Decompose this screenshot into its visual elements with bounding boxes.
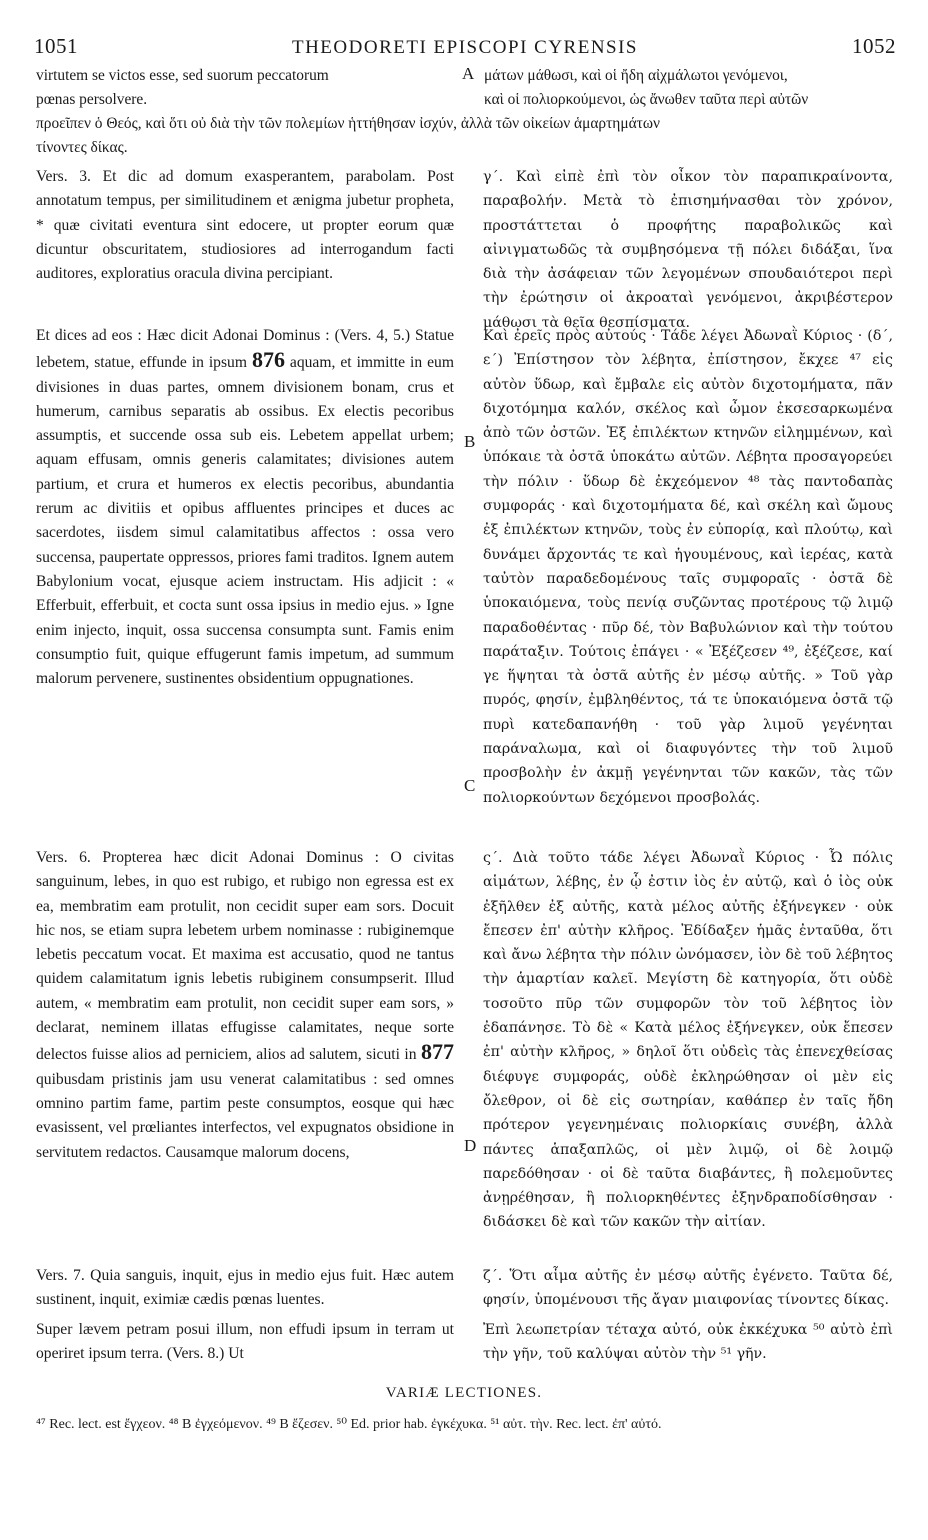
latin-verse-8: Super lævem petram posui illum, non effudi ipsum in terram ut operiret ipsum terra. (Vers. 8.) Ut bbox=[36, 1321, 454, 1363]
margin-marker-d: D bbox=[464, 1136, 477, 1155]
running-header bbox=[34, 34, 896, 60]
page-number-left: 1051 bbox=[34, 34, 78, 58]
latin-verse-6-text: Vers. 6. Propterea hæc dicit Adonai Dominus : O civitas sanguinum, lebes, in quo est rubigo, et rubigo non egressa est ex ea, membratim eam protulit, non cecidit super eam sors. Docuit hic nos, se etiam supra lebetem urbem nominasse : rubiginemque lebetis peccatum vocat. Et maxima est accusatio, quod ne tantus quidem calamitatum ignis lebetis rubiginem consumpserit. Illud autem, « membratim eam protulit, non cecidit super eam sors, » declarat, neminem illatas effugisse calamitates, neque sorte delectos fuisse alios ad perniciem, alios ad salutem, sicuti in bbox=[36, 849, 454, 1064]
variae-lectiones-title: VARIÆ LECTIONES. bbox=[385, 1385, 543, 1401]
latin-line-2: pœnas persolvere. bbox=[36, 91, 148, 108]
greek-line-1: μάτων μάθωσι, καὶ οἱ ἤδη αἰχμάλωτοι γενόμενοι, bbox=[484, 67, 788, 84]
margin-marker-b: B bbox=[464, 432, 476, 451]
latin-verse-4-text: Et dices ad eos : Hæc dicit Adonai Dominus : (Vers. 4, 5.) Statue lebetem, statue, effunde in ipsum bbox=[36, 327, 454, 372]
greek-span-line-4: τίνοντες δίκας. bbox=[36, 139, 128, 156]
variae-lectiones-notes: ⁴⁷ Rec. lect. est ἔγχεον. ⁴⁸ B ἐγχεόμενον. ⁴⁹ B ἔζεσεν. ⁵⁰ Ed. prior hab. ἐγκέχυκα. ⁵¹ αὐτ. τὴν. Rec. lect. ἐπ' αὐτό. bbox=[36, 1417, 662, 1432]
greek-line-2: καὶ οἱ πολιορκούμενοι, ὡς ἄνωθεν ταῦτα περὶ αὐτῶν bbox=[484, 91, 809, 108]
greek-verse-4: Καὶ ἐρεῖς πρὸς αὐτούς · Τάδε λέγει Ἀδωναῒ Κύριος · (δ΄, ε΄) Ἐπίστησον τὸν λέβητα, ἐπίστησον, ἔκχεε ⁴⁷ εἰς αὐτὸν ὕδωρ, καὶ ἔμβαλε εἰς αὐτὸν διχοτομήματα, πᾶν διχοτόμημα καλόν, σκέλος καὶ ὦμον ἐκσεσαρκωμένα ἀπὸ τῶν ὀστῶν. Ἐξ ἐπιλέκτων κτηνῶν εἰλημμένων, καὶ ὑπόκαιε τὰ ὀστᾶ ὑποκάτω αὐτῶν. Λέβητα προσαγορεύει τὴν πόλιν · ὕδωρ δὲ ἐκχεόμενον ⁴⁸ τὰς παντοδαπὰς συμφοράς · καὶ διχοτομήματα δέ, καὶ σκέλη καὶ ὤμους ἐξ ἐπιλέκτων κτηνῶν, τοὺς ἐν εὐπορίᾳ, καὶ πλούτῳ, καὶ δυνάμει ἄρχοντάς τε καὶ ἡγουμένους, καὶ ἱερέας, κατὰ ταὐτὸν παραδεδομένους ταῖς συμφοραῖς · ὀστᾶ δὲ ὑποκαιόμενα, τοὺς πενίᾳ συζῶντας προτέρους τῷ λιμῷ παραδοθέντας · πῦρ δέ, τὸν Βαβυλώνιον καὶ τὴν τούτου παράταξιν. Τούτοις ἐπάγει · « Ἐξέζεσεν ⁴⁹, ἐξέζεσε, καί γε ἥψηται τὰ ὀστᾶ αὐτῆς ἐν μέσῳ αὐτῆς. » Τοῦ γὰρ πυρός, φησίν, ἐμβληθέντος, τά τε ὑποκαιόμενα ὀστᾶ τῷ πυρὶ κατεδαπανήθη · τοῦ γὰρ λιμοῦ γεγένηται παράναλωμα, καὶ οἱ διαφυγόντες τὴν τοῦ λιμοῦ προσβολὴν ἐν ἀκμῇ γεγένηνται τῶν κακῶν, τὰς τῶν πολιορκούντων δεχόμενοι προσβολάς. bbox=[483, 328, 893, 806]
column-number-876: 876 bbox=[251, 347, 285, 373]
greek-span-line-3: προεῖπεν ὁ Θεός, καὶ ὅτι οὐ διὰ τὴν τῶν πολεμίων ἡττήθησαν ἰσχύν, ἀλλὰ τῶν οἰκείων ἁμαρτημάτων bbox=[36, 115, 660, 132]
latin-verse-4 bbox=[36, 324, 454, 691]
latin-verse-6-continued: quibusdam pristinis jam usu venerat calamitatibus : sed omnes omnino partim fame, partim peste consumptos, eosque qui hæc evasissent, vel prœliantes interfectos, vel expugnatos obsidione in servitutem redactos. Causamque malorum docens, bbox=[36, 1070, 454, 1161]
margin-marker-c: C bbox=[464, 776, 476, 795]
latin-verse-6 bbox=[36, 846, 454, 1165]
latin-line-1: virtutem se victos esse, sed suorum peccatorum bbox=[36, 67, 329, 84]
column-number-877: 877 bbox=[421, 1039, 454, 1065]
greek-verse-7: ζ΄. Ὅτι αἷμα αὐτῆς ἐν μέσῳ αὐτῆς ἐγένετο. Ταῦτα δέ, φησίν, ὑπομένουσι τῆς ἄγαν μιαιφονίας τίνοντες δίκας. bbox=[483, 1268, 893, 1309]
page-number-right: 1052 bbox=[852, 34, 896, 58]
greek-verse-6: ς΄. Διὰ τοῦτο τάδε λέγει Ἀδωναῒ Κύριος · Ὦ πόλις αἱμάτων, λέβης, ἐν ᾧ ἐστιν ἰὸς ἐν αὐτῷ, καὶ ὁ ἰὸς οὐκ ἐξῆλθεν ἐξ αὐτῆς, κατὰ μέλος αὐτῆς ἐξήνεγκεν · οὐκ ἔπεσεν ἐπ' αὐτὴν κλῆρος. Ἐδίδαξεν ἡμᾶς ἐνταῦθα, ὅτι καὶ ἄνω λέβητα τὴν πόλιν ὠνόμασεν, ἰὸν δὲ τοῦ λέβητος τὴν ἁμαρτίαν καλεῖ. Μεγίστη δὲ κατηγορία, ὅτι οὐδὲ τοσοῦτο πῦρ τῶν συμφορῶν τὸν τοῦ λέβητος ἰὸν ἐδαπάνησε. Τὸ δὲ « Κατὰ μέλος ἐξήνεγκεν, οὐκ ἔπεσεν ἐπ' αὐτὴν κλῆρος, » δηλοῖ ὅτι οὐδεὶς τὰς ἐπενεχθείσας διέφυγε συμφοράς, οὐδὲ ἐκληρώθησαν οἱ μὲν εἰς ὄλεθρον, οἱ δὲ εἰς σωτηρίαν, καθάπερ ἐν ταῖς ἤδη πρότερον γεγενημέναις πολιορκίαις συνέβη, ἀλλὰ πάντες ἁπαξαπλῶς, οἱ μὲν λιμῷ, οἱ δὲ λοιμῷ παρεδόθησαν · οἱ δὲ ταῦτα διαβάντες, ἢ πολεμοῦντες ἀνῃρέθησαν, ἢ πολιορκηθέντες ἐξηνδραποδίσθησαν · διδάσκει δὲ καὶ τῶν κακῶν τὴν αἰτίαν. bbox=[483, 850, 893, 1231]
greek-verse-3: γ΄. Καὶ εἰπὲ ἐπὶ τὸν οἶκον τὸν παραπικραίνοντα, παραβολήν. Μετὰ τὸ ἐπισημήνασθαι τὸν χρόνον, προστάττεται ὁ προφήτης παραβολικῶς καὶ αἰνιγματωδῶς τὰ συμβησόμενα τῇ πόλει διδάξαι, ἵνα διὰ τὴν ἀσάφειαν τῶν λεγομένων σπουδαιότεροι περὶ τὴν ἐρώτησιν οἱ ἀκροαταὶ γενόμενοι, ἀκριβέστερον μάθωσι τὰ θεῖα θεσπίσματα. bbox=[483, 169, 893, 331]
margin-marker-a: A bbox=[462, 64, 475, 83]
latin-verse-4-continued: aquam, et immitte in eum divisiones in duas partes, omnem divisionem bonam, crus et humerum, carnibus separatis ab ossibus. Ex electis pecoribus assumptis, et succende ossa sub eis. Lebetem appellat urbem; aquam effusam, omnis generis calamitates; divisiones autem partium, et crura et humeros ex electis pecoribus, abundantia rerum ac divitiis et opibus affluentes principes et duces ac sacerdotes, iisdem simul calamitatibus affectos : ossa vero succensa, paupertate oppressos, priores fami traditos. Ignem autem Babylonium vocat, ejusque aciem instructam. His adjicit : « Efferbuit, efferbuit, et cocta sunt ossa ipsius in medio ejus. » Igne enim injecto, inquit, ossa succensa consumpta sunt. Famis enim consumptio fuit, quique effugerunt famis impetum, ad summum malorum pervenere, sustinentes obsidentium oppugnationes. bbox=[36, 354, 454, 688]
running-title: THEODORETI EPISCOPI CYRENSIS bbox=[291, 37, 639, 58]
greek-verse-8: Ἐπὶ λεωπετρίαν τέταχα αὐτό, οὐκ ἐκκέχυκα ⁵⁰ αὐτὸ ἐπὶ τὴν γῆν, τοῦ καλύψαι αὐτὸν τὴν ⁵¹ γῆν. bbox=[483, 1322, 893, 1363]
latin-verse-7: Vers. 7. Quia sanguis, inquit, ejus in medio ejus fuit. Hæc autem sustinent, inquit, eximiæ cædis pœnas luentes. bbox=[36, 1267, 454, 1309]
latin-verse-3: Vers. 3. Et dic ad domum exasperantem, parabolam. Post annotatum tempus, per similitudinem et ænigma jubetur propheta, * quæ civitati eventura sint edocere, ut propter eorum quæ dicuntur obscuritatem, studiosiores ad interrogandum facti auditores, exploratius oracula divina percipiant. bbox=[36, 168, 454, 283]
